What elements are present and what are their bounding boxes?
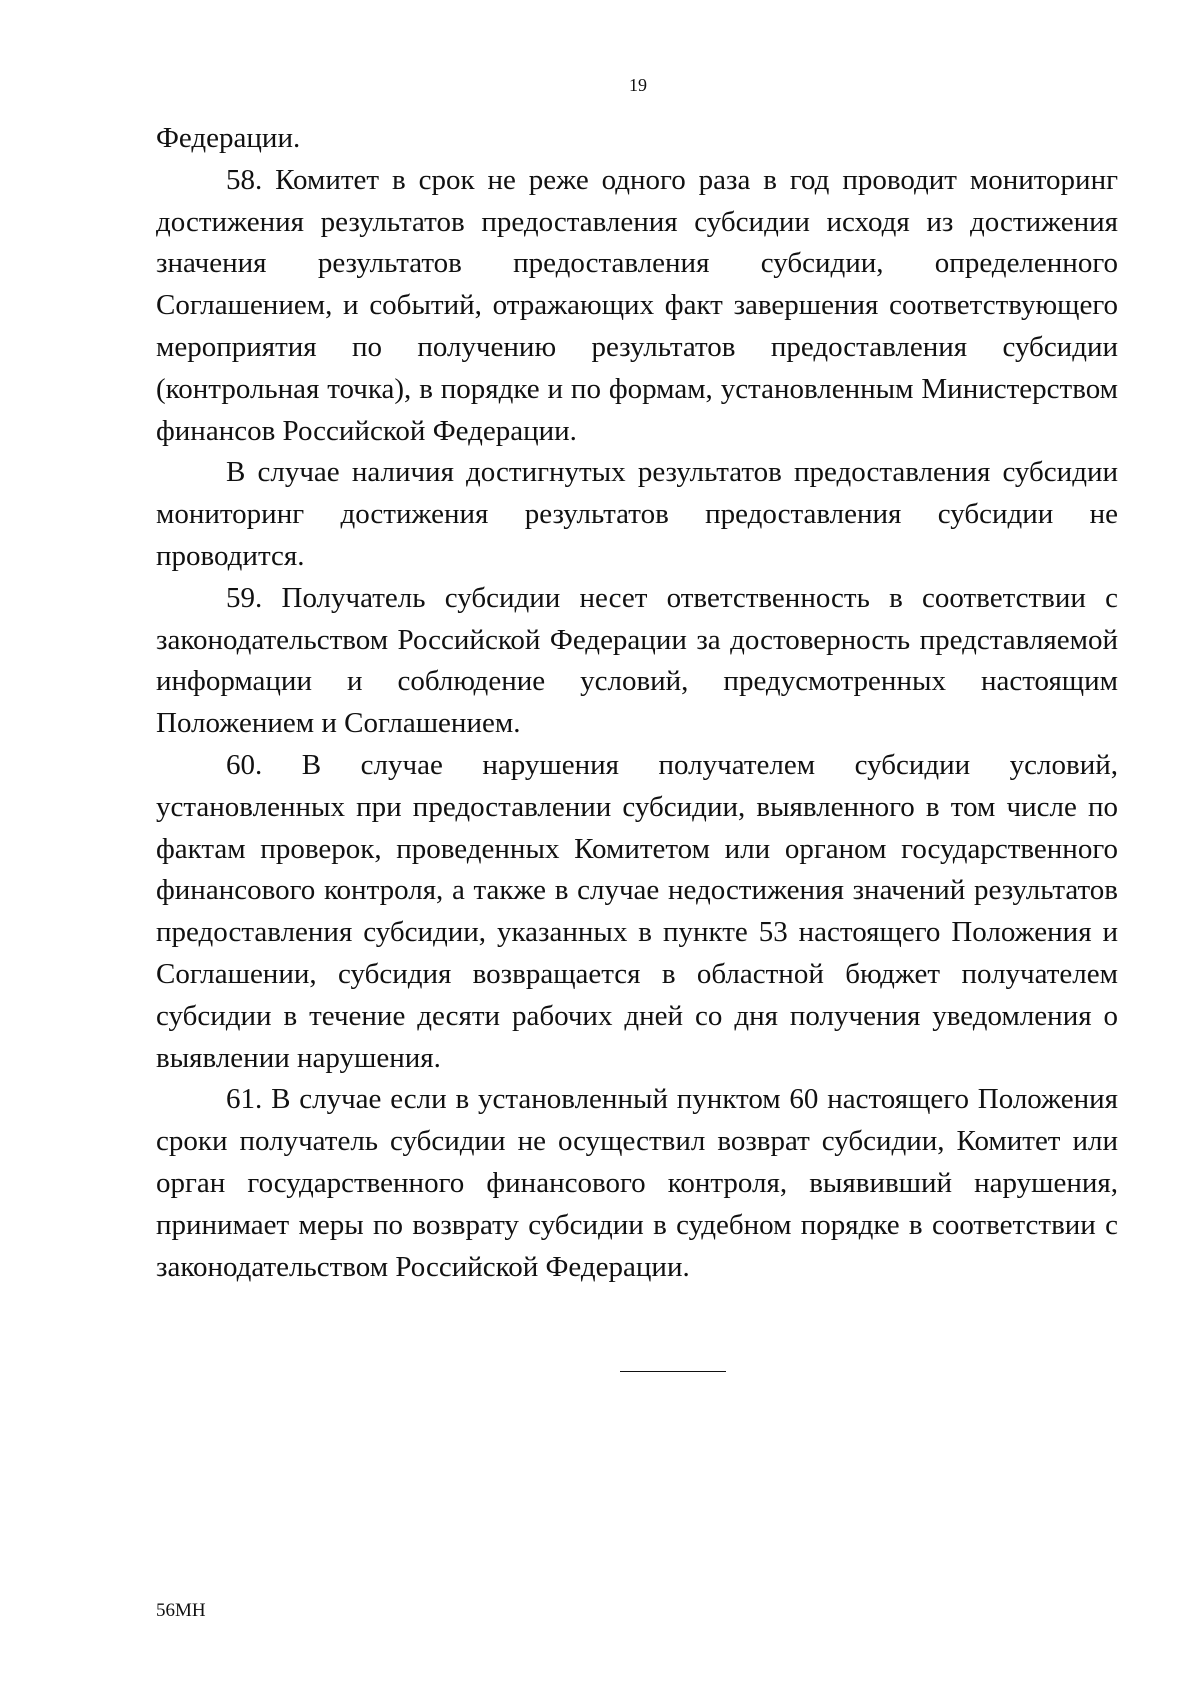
- paragraph-59: 59. Получатель субсидии несет ответственность в соответствии с законодательством Российской Федерации за достоверность представляемой информации и соблюдение условий, предусмотренных настоящим Положением и Соглашением.: [156, 581, 1118, 740]
- document-body: [156, 118, 1118, 1288]
- document-code: 56МН: [156, 1600, 206, 1621]
- paragraph-continuation: Федерации.: [156, 122, 301, 154]
- end-of-text-rule: [620, 1371, 726, 1372]
- paragraph-60: 60. В случае нарушения получателем субсидии условий, установленных при предоставлении субсидии, выявленного в том числе по фактам проверок, проведенных Комитетом или органом государственного финансового контроля, а также в случае недостижения значений результатов предоставления субсидии, указанных в пункте 53 настоящего Положения и Соглашении, субсидия возвращается в областной бюджет получателем субсидии в течение десяти рабочих дней со дня получения уведомления о выявлении нарушения.: [156, 748, 1118, 1074]
- paragraph-58: 58. Комитет в срок не реже одного раза в год проводит мониторинг достижения результатов предоставления субсидии исходя из достижения значения результатов предоставления субсидии, определенного Соглашением, и событий, отражающих факт завершения соответствующего мероприятия по получению результатов предоставления субсидии (контрольная точка), в порядке и по формам, установленным Министерством финансов Российской Федерации.: [156, 163, 1118, 447]
- paragraph-61: 61. В случае если в установленный пунктом 60 настоящего Положения сроки получатель субсидии не осуществил возврат субсидии, Комитет или орган государственного финансового контроля, выявивший нарушения, принимает меры по возврату субсидии в судебном порядке в соответствии с законодательством Российской Федерации.: [156, 1083, 1118, 1283]
- page-number: 19: [629, 75, 647, 95]
- paragraph-58-note: В случае наличия достигнутых результатов предоставления субсидии мониторинг достижения результатов предоставления субсидии не проводится.: [156, 456, 1118, 572]
